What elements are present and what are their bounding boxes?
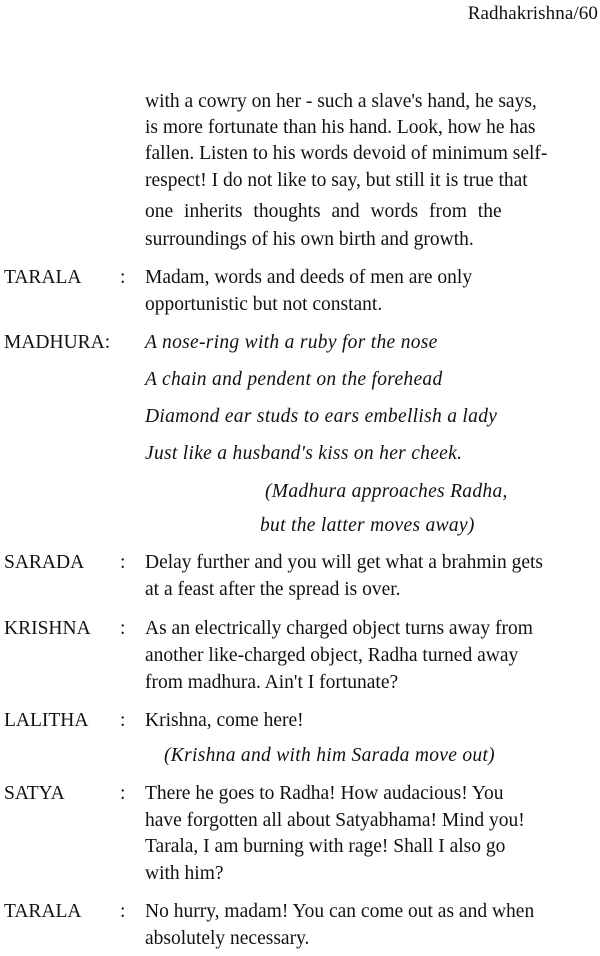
page-header: Radhakrishna/60 bbox=[467, 3, 598, 24]
stage-direction: but the latter moves away) bbox=[260, 515, 475, 536]
text-line: opportunistic but not constant. bbox=[145, 294, 383, 315]
speaker-name: SARADA bbox=[4, 552, 85, 573]
text-line: surroundings of his own birth and growth. bbox=[145, 229, 474, 250]
speaker-colon: : bbox=[120, 901, 126, 922]
verse-line: A nose-ring with a ruby for the nose bbox=[145, 332, 438, 353]
speaker-colon: : bbox=[120, 783, 126, 804]
text-line: There he goes to Radha! How audacious! You bbox=[145, 783, 504, 804]
text-line: one inherits thoughts and words from the bbox=[145, 201, 502, 222]
verse-line: A chain and pendent on the forehead bbox=[145, 369, 443, 390]
stage-direction: (Krishna and with him Sarada move out) bbox=[164, 745, 495, 766]
text-line: fallen. Listen to his words devoid of minimum self- bbox=[145, 143, 548, 164]
speaker-colon: : bbox=[120, 618, 126, 639]
text-line: Madam, words and deeds of men are only bbox=[145, 267, 473, 288]
text-line: respect! I do not like to say, but still it is true that bbox=[145, 170, 528, 191]
text-line: from madhura. Ain't I fortunate? bbox=[145, 672, 399, 693]
text-line: with him? bbox=[145, 863, 224, 884]
text-line: at a feast after the spread is over. bbox=[145, 579, 401, 600]
verse-line: Just like a husband's kiss on her cheek. bbox=[145, 443, 463, 464]
speaker-colon: : bbox=[120, 552, 126, 573]
text-line: Krishna, come here! bbox=[145, 710, 304, 731]
text-line: No hurry, madam! You can come out as and when bbox=[145, 901, 535, 922]
speaker-colon: : bbox=[120, 267, 126, 288]
text-line: Delay further and you will get what a brahmin gets bbox=[145, 552, 544, 573]
stage-direction: (Madhura approaches Radha, bbox=[265, 481, 508, 502]
speaker-name: MADHURA: bbox=[4, 332, 111, 353]
text-line: is more fortunate than his hand. Look, how he has bbox=[145, 117, 536, 138]
speaker-name: TARALA bbox=[4, 267, 82, 288]
text-line: As an electrically charged object turns away from bbox=[145, 618, 533, 639]
speaker-name: KRISHNA bbox=[4, 618, 91, 639]
text-line: have forgotten all about Satyabhama! Mind you! bbox=[145, 810, 525, 831]
speaker-name: LALITHA bbox=[4, 710, 89, 731]
text-line: another like-charged object, Radha turned away bbox=[145, 645, 519, 666]
text-line: absolutely necessary. bbox=[145, 928, 310, 949]
speaker-colon: : bbox=[120, 710, 126, 731]
text-line: Tarala, I am burning with rage! Shall I also go bbox=[145, 836, 506, 857]
speaker-name: TARALA bbox=[4, 901, 82, 922]
verse-line: Diamond ear studs to ears embellish a lady bbox=[145, 406, 498, 427]
speaker-name: SATYA bbox=[4, 783, 65, 804]
text-line: with a cowry on her - such a slave's hand, he says, bbox=[145, 91, 537, 112]
